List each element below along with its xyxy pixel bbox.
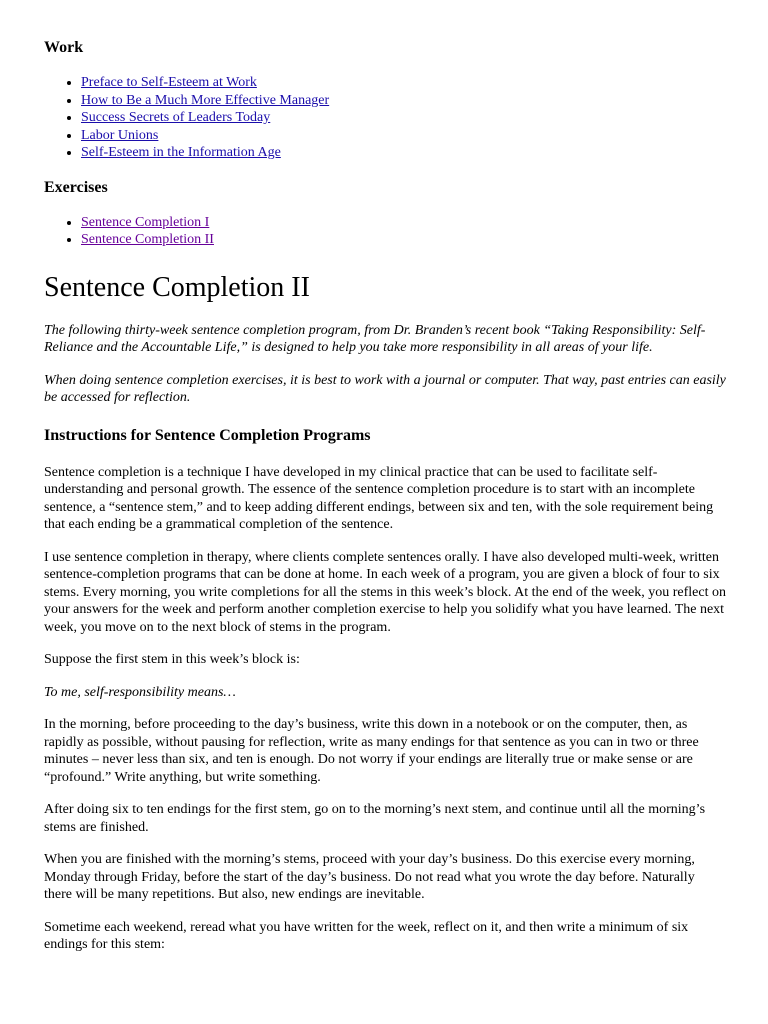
link-sentence-completion-1[interactable]: Sentence Completion I (81, 214, 210, 230)
work-link-list (44, 74, 726, 162)
list-item (81, 92, 726, 110)
list-item (81, 109, 726, 127)
body-paragraph: Sometime each weekend, reread what you have written for the week, reflect on it, and then write a minimum of six endings for this stem: (44, 919, 689, 952)
body-paragraph: When you are finished with the morning’s stems, proceed with your day’s business. Do this exercise every morning, Monday through Friday, before the start of the day’s business. Do not read what you wrote the day before. Naturally there will be many repetitions. But also, new endings are inevitable. (44, 852, 695, 902)
body-paragraph: In the morning, before proceeding to the day’s business, write this down in a notebook or on the computer, then, as rapidly as possible, without pausing for reflection, write as many endings for that sentence as you can in two or three minutes – never less than six, and ten is enough. Do not worry if your endings are literally true or make sense or are “profound.” Write anything, but write something. (44, 717, 699, 785)
instructions-heading: Instructions for Sentence Completion Programs (44, 426, 371, 444)
body-paragraph: Sentence completion is a technique I have developed in my clinical practice that can be used to facilitate self-understanding and personal growth. The essence of the sentence completion procedure is to start with an incomplete sentence, a “sentence stem,” and to keep adding different endings, between six and ten, with the sole requirement being that each ending be a grammatical completion of the sentence. (44, 464, 714, 532)
sentence-stem-example: To me, self-responsibility means… (44, 684, 236, 700)
link-sentence-completion-2[interactable]: Sentence Completion II (81, 232, 214, 247)
list-item (81, 127, 726, 145)
intro-paragraph: When doing sentence completion exercises, it is best to work with a journal or computer. That way, past entries can easily be accessed for reflection. (44, 372, 726, 405)
body-paragraph: After doing six to ten endings for the first stem, go on to the morning’s next stem, and continue until all the morning’s stems are finished. (44, 802, 706, 835)
body-paragraph: Suppose the first stem in this week’s block is: (44, 652, 300, 667)
page-title: Sentence Completion II (44, 271, 310, 303)
list-item (81, 231, 726, 249)
link-labor-unions[interactable]: Labor Unions (81, 127, 159, 143)
work-heading: Work (44, 39, 84, 56)
link-preface-self-esteem-at-work[interactable]: Preface to Self-Esteem at Work (81, 75, 257, 90)
exercises-heading: Exercises (44, 178, 108, 196)
list-item (81, 214, 726, 232)
body-paragraph: I use sentence completion in therapy, where clients complete sentences orally. I have also developed multi-week, written sentence-completion programs that can be done at home. In each week of a program, you are given a block of four to six stems. Every morning, you write completions for all the stems in this week’s block. At the end of the week, you reflect on your answers for the week and perform another completion exercise to help you solidify what you have learned. The next week, you move on to the next block of stems in the program. (44, 549, 726, 635)
link-self-esteem-information-age[interactable]: Self-Esteem in the Information Age (81, 145, 281, 160)
link-success-secrets[interactable]: Success Secrets of Leaders Today (81, 110, 271, 125)
list-item (81, 144, 726, 162)
intro-paragraph: The following thirty-week sentence completion program, from Dr. Branden’s recent book “Taking Responsibility: Self-Reliance and the Accountable Life,” is designed to help you take more responsibility in all areas of your life. (44, 322, 706, 355)
link-effective-manager[interactable]: How to Be a Much More Effective Manager (81, 92, 330, 108)
exercises-link-list (44, 214, 726, 249)
list-item (81, 74, 726, 92)
